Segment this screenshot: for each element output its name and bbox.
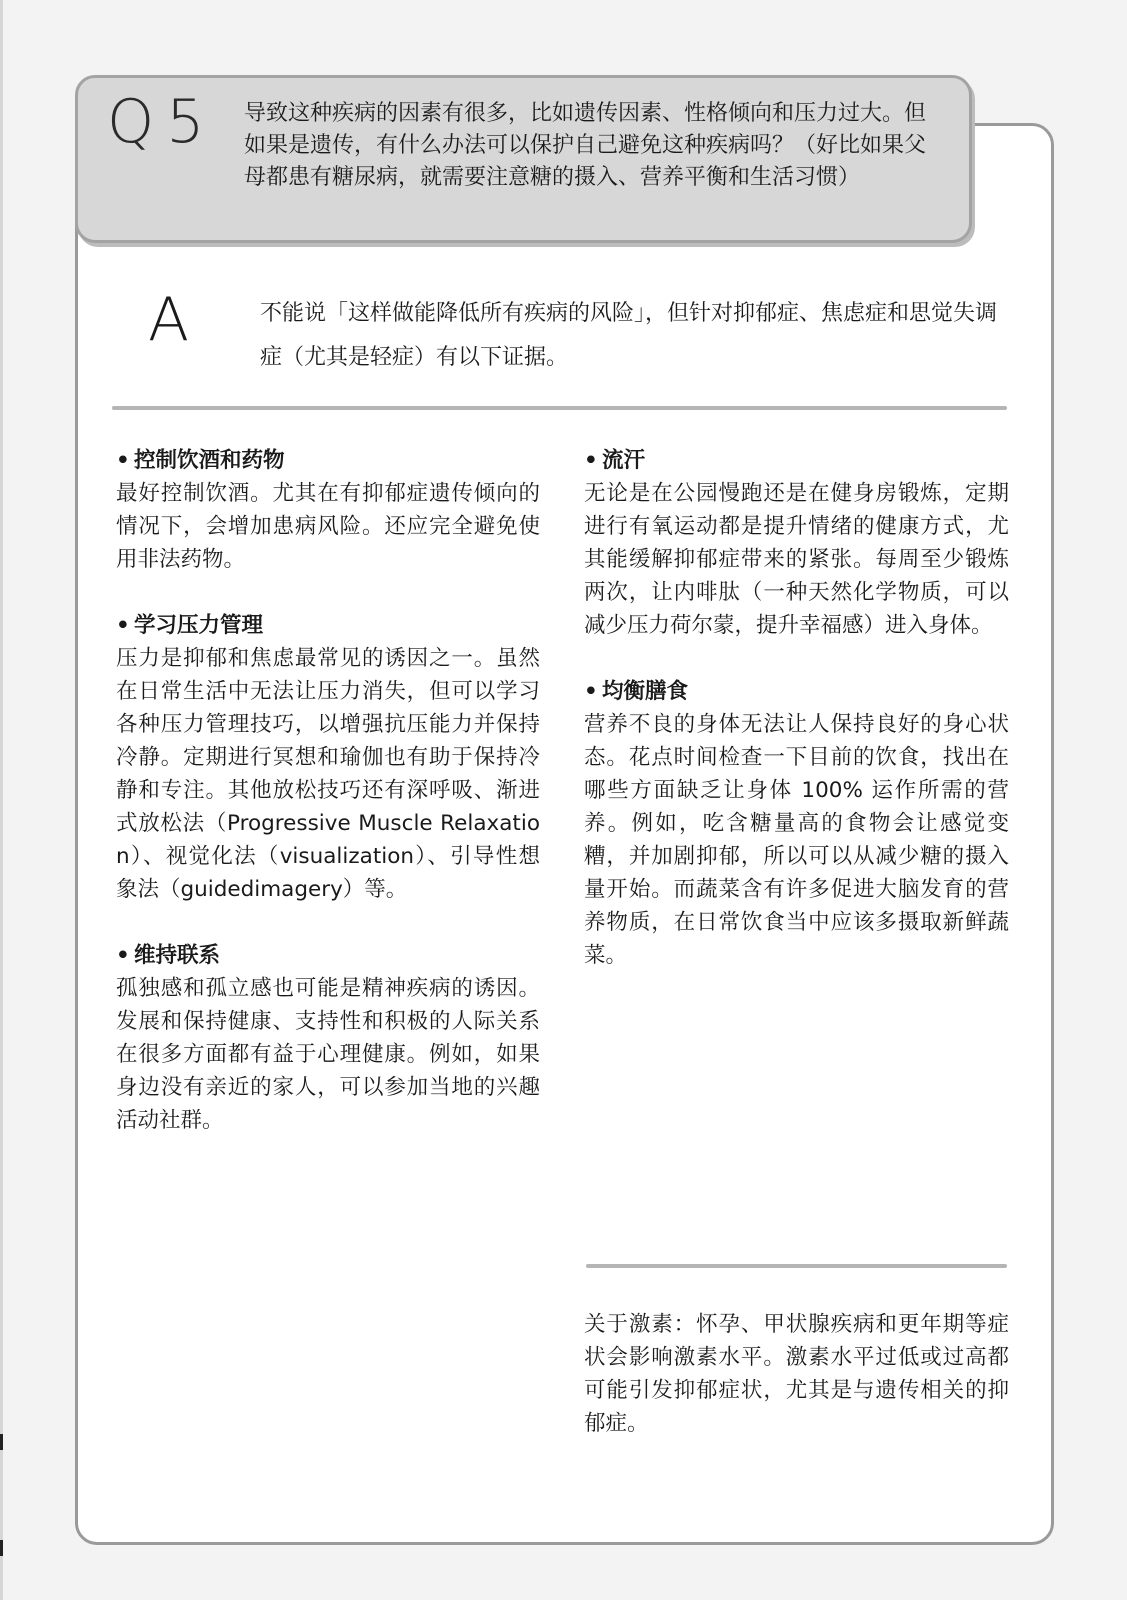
tip-section bbox=[116, 609, 540, 906]
note-divider bbox=[586, 1264, 1007, 1268]
hormone-note: 关于激素：怀孕、甲状腺疾病和更年期等症状会影响激素水平。激素水平过低或过高都可能引发抑郁症状，尤其是与遗传相关的抑郁症。 bbox=[584, 1312, 1009, 1436]
bullet-icon: • bbox=[116, 613, 130, 638]
page-edge bbox=[0, 0, 3, 1600]
tip-heading bbox=[116, 444, 540, 477]
tip-body: 无论是在公园慢跑还是在健身房锻炼，定期进行有氧运动都是提升情绪的健康方式，尤其能缓解抑郁症带来的紧张。每周至少锻炼两次，让内啡肽（一种天然化学物质，可以减少压力荷尔蒙，提升幸福感）进入身体。 bbox=[584, 481, 1009, 638]
tip-body: 营养不良的身体无法让人保持良好的身心状态。花点时间检查一下目前的饮食，找出在哪些方面缺乏让身体 100% 运作所需的营养。例如，吃含糖量高的食物会让感觉变糟，并加剧抑郁，所以可以从减少糖的摄入量开始。而蔬菜含有许多促进大脑发育的营养物质，在日常饮食当中应该多摄取新鲜蔬菜。 bbox=[584, 712, 1009, 968]
page-mark bbox=[0, 1540, 3, 1556]
answer-label: A bbox=[148, 285, 190, 355]
question-label: Q5 bbox=[107, 87, 217, 157]
question-box bbox=[75, 75, 972, 243]
tip-section bbox=[584, 675, 1009, 972]
tip-title: 学习压力管理 bbox=[134, 613, 264, 638]
answer-intro: 不能说「这样做能降低所有疾病的风险」，但针对抑郁症、焦虑症和思觉失调症（尤其是轻症）有以下证据。 bbox=[260, 301, 998, 370]
bullet-icon: • bbox=[116, 943, 130, 968]
bullet-icon: • bbox=[584, 679, 598, 704]
tip-section bbox=[584, 444, 1009, 642]
question-text: 导致这种疾病的因素有很多，比如遗传因素、性格倾向和压力过大。但如果是遗传，有什么办法可以保护自己避免这种疾病吗？（好比如果父母都患有糖尿病，就需要注意糖的摄入、营养平衡和生活习惯） bbox=[244, 101, 927, 190]
tip-heading bbox=[584, 675, 1009, 708]
tip-title: 控制饮酒和药物 bbox=[134, 448, 285, 473]
tip-section bbox=[116, 444, 540, 576]
tip-heading bbox=[584, 444, 1009, 477]
bullet-icon: • bbox=[584, 448, 598, 473]
bullet-icon: • bbox=[116, 448, 130, 473]
tip-body: 压力是抑郁和焦虑最常见的诱因之一。虽然在日常生活中无法让压力消失，但可以学习各种压力管理技巧，以增强抗压能力并保持冷静。定期进行冥想和瑜伽也有助于保持冷静和专注。其他放松技巧还有深呼吸、渐进式放松法（Progressive Muscle Relaxation）、视觉化法（visualization）、引导性想象法（guidedimagery）等。 bbox=[116, 646, 540, 902]
tip-section bbox=[116, 939, 540, 1137]
tip-body: 孤独感和孤立感也可能是精神疾病的诱因。发展和保持健康、支持性和积极的人际关系在很多方面都有益于心理健康。例如，如果身边没有亲近的家人，可以参加当地的兴趣活动社群。 bbox=[116, 976, 540, 1133]
tip-body: 最好控制饮酒。尤其在有抑郁症遗传倾向的情况下，会增加患病风险。还应完全避免使用非法药物。 bbox=[116, 481, 540, 572]
tip-heading bbox=[116, 609, 540, 642]
tip-heading bbox=[116, 939, 540, 972]
page-mark bbox=[0, 1434, 3, 1450]
tip-title: 均衡膳食 bbox=[602, 679, 689, 704]
top-divider bbox=[112, 406, 1007, 410]
right-column bbox=[584, 444, 1009, 1005]
left-column bbox=[116, 444, 540, 1170]
tip-title: 流汗 bbox=[602, 448, 646, 473]
tip-title: 维持联系 bbox=[134, 943, 221, 968]
